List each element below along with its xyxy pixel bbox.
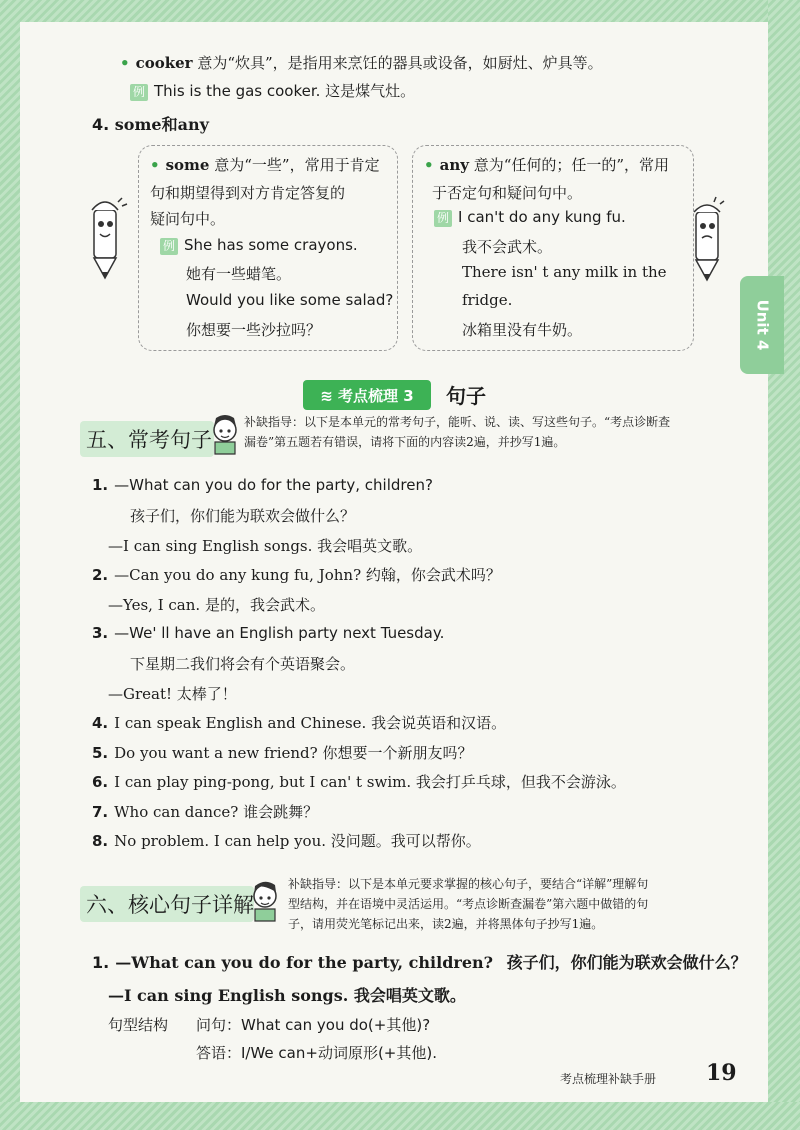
section-banner: ≋ 考点梳理 3 (303, 380, 431, 410)
s5-item-1: 1. —What can you do for the party, children? (92, 476, 433, 494)
s5-item-2-answer: —Yes, I can. 是的，我会武术。 (108, 596, 325, 614)
s5-item-8: 8. No problem. I can help you. 没问题。我可以帮你。 (92, 832, 481, 850)
some-example-2: Would you like some salad? (186, 291, 394, 309)
section-banner-title: 句子 (446, 384, 486, 408)
example-badge: 例 (434, 210, 452, 227)
s5-item-3-answer: —Great! 太棒了！ (108, 685, 237, 703)
heading-some-any: 4. some和any (92, 115, 209, 134)
sentence-structure-label: 句型结构 (108, 1016, 169, 1034)
s6-item-1-question: 1. —What can you do for the party, children? 孩子们，你们能为联欢会做什么？ (92, 953, 747, 972)
some-definition-line1: • some 意为“一些”，常用于肯定 (150, 156, 380, 174)
bullet-icon: • (150, 156, 160, 174)
s5-item-7: 7. Who can dance? 谁会跳舞？ (92, 803, 319, 821)
pencil-mascot-icon (684, 196, 732, 282)
example-badge: 例 (160, 238, 178, 255)
page-border-bottom (0, 1102, 800, 1130)
s5-item-2: 2. —Can you do any kung fu, John? 约翰，你会武术吗？ (92, 566, 501, 584)
sentence-structure-question: 问句：What can you do(+其他)? (196, 1016, 431, 1034)
any-definition-line1: • any 意为“任何的；任一的”，常用 (424, 156, 670, 174)
s5-item-4: 4. I can speak English and Chinese. 我会说英语和汉语。 (92, 714, 507, 732)
some-definition-line3: 疑问句中。 (150, 210, 226, 228)
student-avatar-icon (208, 414, 242, 458)
cooker-example: 例 This is the gas cooker. 这是煤气灶。 (130, 80, 415, 101)
s5-item-3: 3. —We' ll have an English party next Tuesday. (92, 624, 445, 642)
any-example-1-cn: 我不会武术。 (462, 238, 553, 256)
footer-text: 考点梳理补缺手册 (560, 1072, 657, 1086)
s5-item-5: 5. Do you want a new friend? 你想要一个新朋友吗？ (92, 744, 473, 762)
bullet-icon: • (120, 54, 130, 72)
page-number: 19 (706, 1060, 737, 1086)
s5-item-1-answer: —I can sing English songs. 我会唱英文歌。 (108, 537, 423, 555)
any-definition-line2: 于否定句和疑问句中。 (432, 184, 583, 202)
some-example-2-cn: 你想要一些沙拉吗？ (186, 321, 322, 339)
page-border-right (768, 0, 800, 1130)
any-example-2-cn: 冰箱里没有牛奶。 (462, 321, 583, 339)
some-example-1: 例 She has some crayons. (160, 236, 358, 255)
pencil-mascot-icon (82, 192, 130, 282)
cooker-definition: • cooker 意为“炊具”，是指用来烹饪的器具或设备，如厨灶、炉具等。 (120, 54, 603, 72)
example-badge: 例 (130, 84, 148, 101)
section5-tip: 补缺指导：以下是本单元的常考句子，能听、说、读、写这些句子。“考点诊断查 漏卷”第五题若有错误，请将下面的内容读2遍，并抄写1遍。 (244, 415, 671, 449)
section6-title: 六、核心句子详解 (80, 886, 254, 922)
section6-tip: 补缺指导：以下是本单元要求掌握的核心句子，要结合“详解”理解句 型结构，并在语境中灵活运用。“考点诊断查漏卷”第六题中做错的句 子，请用荧光笔标记出来，读2遍，并将黑体句子抄写1遍。 (288, 877, 649, 931)
some-example-1-cn: 她有一些蜡笔。 (186, 265, 292, 283)
sentence-structure-answer: 答语：I/We can+动词原形(+其他). (196, 1044, 437, 1062)
page-border-left (0, 0, 20, 1130)
some-definition-line2: 句和期望得到对方肯定答复的 (150, 184, 346, 202)
any-example-1: 例 I can't do any kung fu. (434, 208, 626, 227)
any-example-2b: fridge. (462, 291, 513, 309)
bullet-icon: • (424, 156, 434, 174)
s5-item-1-cn: 孩子们，你们能为联欢会做什么？ (130, 507, 356, 525)
s6-item-1-answer: —I can sing English songs. 我会唱英文歌。 (108, 986, 466, 1005)
any-example-2a: There isn' t any milk in the (462, 263, 667, 281)
student-avatar-icon (248, 880, 282, 924)
unit-tab[interactable]: Unit 4 (740, 276, 784, 374)
section5-title: 五、常考句子 (80, 421, 214, 457)
s5-item-6: 6. I can play ping-pong, but I can' t swim. 我会打乒乓球，但我不会游泳。 (92, 773, 626, 791)
s5-item-3-cn: 下星期二我们将会有个英语聚会。 (130, 655, 356, 673)
page-border-top (0, 0, 800, 22)
